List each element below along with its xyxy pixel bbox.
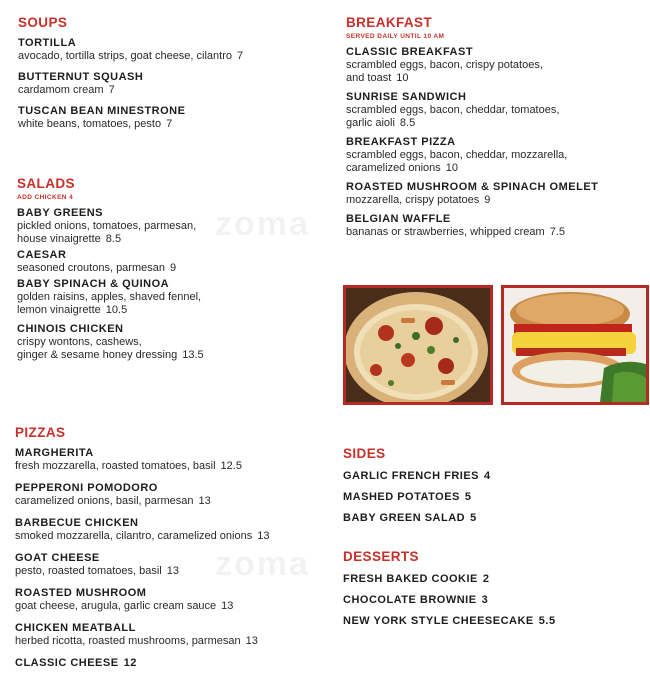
menu-item <box>343 470 643 483</box>
item-desc: cardamom cream <box>18 84 104 96</box>
item-desc: scrambled eggs, bacon, cheddar, tomatoes, <box>346 104 560 116</box>
menu-item <box>343 491 643 504</box>
item-desc: pickled onions, tomatoes, parmesan, <box>17 220 197 232</box>
menu-item <box>15 587 335 613</box>
item-name: CHINOIS CHICKEN <box>17 323 124 335</box>
menu-item <box>346 46 646 85</box>
item-price: 9 <box>169 262 177 274</box>
menu-item <box>17 249 327 275</box>
item-price: 13 <box>221 600 234 612</box>
menu-item <box>346 181 646 207</box>
item-desc: golden raisins, apples, shaved fennel, <box>17 291 202 303</box>
pizzas-title: PIZZAS <box>15 425 66 440</box>
item-price: 12.5 <box>220 460 242 472</box>
item-price: 13 <box>245 635 258 647</box>
menu-item <box>15 552 335 578</box>
item-price: 2 <box>482 573 490 585</box>
item-price: 3 <box>481 594 489 606</box>
pizza-photo <box>343 285 493 405</box>
pizzas-section <box>15 425 335 670</box>
menu-item <box>15 447 335 473</box>
desserts-section <box>343 549 643 628</box>
item-price: 7 <box>237 50 244 62</box>
sandwich-photo-icon <box>504 288 646 402</box>
item-desc: scrambled eggs, bacon, cheddar, mozzarella, <box>346 149 568 161</box>
item-price: 12 <box>123 657 137 669</box>
item-desc: fresh mozzarella, roasted tomatoes, basil <box>15 460 216 472</box>
menu-item <box>343 615 643 628</box>
item-price: 4 <box>484 470 491 482</box>
item-price: 10 <box>445 162 459 174</box>
item-price: 9 <box>484 194 491 206</box>
item-desc: crispy wontons, cashews, <box>17 336 142 348</box>
menu-item <box>18 71 318 97</box>
item-name: GARLIC FRENCH FRIES <box>343 470 479 482</box>
pizza-photo-icon <box>346 288 490 402</box>
item-name: MASHED POTATOES <box>343 491 460 503</box>
soups-section <box>18 15 318 131</box>
item-price: 10.5 <box>105 304 128 316</box>
menu-item <box>15 482 335 508</box>
item-name: BABY GREEN SALAD <box>343 512 466 524</box>
item-desc: seasoned croutons, parmesan <box>17 262 165 274</box>
watermark: zoma <box>215 205 310 243</box>
item-name: SUNRISE SANDWICH <box>346 91 467 103</box>
item-price: 13 <box>166 565 179 577</box>
item-price: 7.5 <box>549 226 566 238</box>
item-desc: and toast <box>346 72 392 84</box>
desserts-title: DESSERTS <box>343 549 419 564</box>
item-price: 8.5 <box>105 233 122 245</box>
breakfast-note: SERVED DAILY UNTIL 10 AM <box>346 33 445 40</box>
item-name: FRESH BAKED COOKIE <box>343 573 478 585</box>
sides-section <box>343 446 643 525</box>
item-name: CAESAR <box>17 249 67 261</box>
menu-item <box>15 657 335 670</box>
menu-item <box>346 213 646 239</box>
sides-title: SIDES <box>343 446 386 461</box>
menu-item <box>343 594 643 607</box>
menu-item <box>18 37 318 63</box>
item-price: 13 <box>198 495 211 507</box>
menu-item <box>17 207 327 246</box>
menu-item <box>17 278 327 317</box>
item-name: CLASSIC BREAKFAST <box>346 46 474 58</box>
menu-item <box>346 136 646 175</box>
item-price: 10 <box>396 72 409 84</box>
item-name: GOAT CHEESE <box>15 552 100 564</box>
item-name: BARBECUE CHICKEN <box>15 517 139 529</box>
item-desc: goat cheese, arugula, garlic cream sauce <box>15 600 217 612</box>
salads-section <box>17 176 327 362</box>
item-desc: scrambled eggs, bacon, crispy potatoes, <box>346 59 543 71</box>
menu-item <box>15 517 335 543</box>
salads-title: SALADS <box>17 176 75 191</box>
item-name: BABY SPINACH & QUINOA <box>17 278 170 290</box>
menu-item <box>15 622 335 648</box>
menu-item <box>346 91 646 130</box>
watermark: zoma <box>215 545 310 583</box>
item-desc: smoked mozzarella, cilantro, caramelized onions <box>15 530 253 542</box>
menu-item <box>18 105 318 131</box>
item-price: 8.5 <box>399 117 416 129</box>
item-desc: avocado, tortilla strips, goat cheese, cilantro <box>18 50 233 62</box>
item-desc: caramelized onions, basil, parmesan <box>15 495 194 507</box>
item-name: ROASTED MUSHROOM & SPINACH OMELET <box>346 181 599 193</box>
item-name: ROASTED MUSHROOM <box>15 587 147 599</box>
item-price: 7 <box>166 118 173 130</box>
menu-item <box>17 323 327 362</box>
item-desc: mozzarella, crispy potatoes <box>346 194 480 206</box>
breakfast-title: BREAKFAST <box>346 15 433 30</box>
item-name: CHICKEN MEATBALL <box>15 622 136 634</box>
item-name: BABY GREENS <box>17 207 103 219</box>
item-name: BELGIAN WAFFLE <box>346 213 451 225</box>
item-price: 13.5 <box>182 349 204 361</box>
item-desc: caramelized onions <box>346 162 441 174</box>
item-desc: white beans, tomatoes, pesto <box>18 118 162 130</box>
menu-item <box>343 512 643 525</box>
item-name: MARGHERITA <box>15 447 94 459</box>
item-name: CLASSIC CHEESE <box>15 657 119 669</box>
soups-title: SOUPS <box>18 15 68 30</box>
item-name: BUTTERNUT SQUASH <box>18 71 144 83</box>
item-desc: ginger & sesame honey dressing <box>17 349 178 361</box>
sandwich-photo <box>501 285 649 405</box>
item-name: NEW YORK STYLE CHEESECAKE <box>343 615 534 627</box>
item-name: PEPPERONI POMODORO <box>15 482 158 494</box>
item-price: 5 <box>464 491 472 503</box>
item-desc: pesto, roasted tomatoes, basil <box>15 565 162 577</box>
breakfast-section <box>346 15 646 239</box>
item-name: TUSCAN BEAN MINESTRONE <box>18 105 186 117</box>
item-price: 5.5 <box>538 615 556 627</box>
item-desc: herbed ricotta, roasted mushrooms, parmesan <box>15 635 241 647</box>
item-price: 7 <box>108 84 115 96</box>
item-name: CHOCOLATE BROWNIE <box>343 594 477 606</box>
item-price: 5 <box>470 512 477 524</box>
menu-item <box>343 573 643 586</box>
item-desc: bananas or strawberries, whipped cream <box>346 226 545 238</box>
item-desc: house vinaigrette <box>17 233 101 245</box>
item-desc: garlic aioli <box>346 117 395 129</box>
item-name: TORTILLA <box>18 37 77 49</box>
salads-note: ADD CHICKEN 4 <box>17 194 74 201</box>
item-desc: lemon vinaigrette <box>17 304 101 316</box>
item-price: 13 <box>257 530 270 542</box>
item-name: BREAKFAST PIZZA <box>346 136 456 148</box>
